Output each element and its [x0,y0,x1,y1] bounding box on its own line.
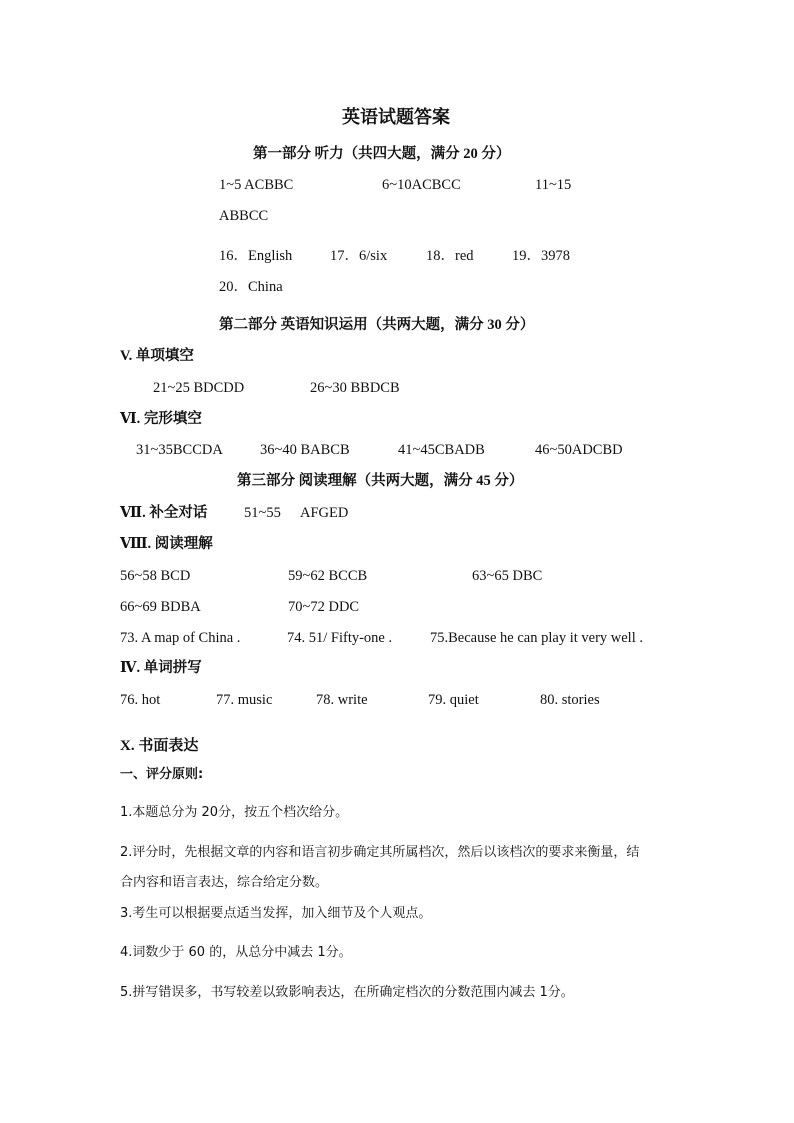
answer-17: 17．6/six [330,248,388,264]
answer-11-15-label: 11~15 [535,177,572,193]
scoring-rule-1: 1.本题总分为 20分，按五个档次给分。 [120,805,349,820]
answer-78: 78. write [316,692,368,708]
answer-70-72: 70~72 DDC [288,599,360,615]
writing-heading: X. 书面表达 [120,738,199,754]
answer-59-62: 59~62 BCCB [288,568,368,584]
answer-75: 75.Because he can play it very well . [430,630,643,646]
answer-18: 18．red [426,248,474,264]
section8-label: Ⅷ. 阅读理解 [120,536,213,552]
scoring-rule-2-line1: 2.评分时，先根据文章的内容和语言初步确定其所属档次，然后以该档次的要求来衡量，结 [120,845,640,860]
section5-label: V. 单项填空 [120,348,194,364]
scoring-rule-5: 5.拼写错误多，书写较差以致影响表达，在所确定档次的分数范围内减去 1分。 [120,985,574,1000]
answer-79: 79. quiet [428,692,479,708]
section7-label: Ⅶ. 补全对话 [120,505,208,521]
answer-31-35: 31~35BCCDA [136,442,223,458]
scoring-rule-2-line2: 合内容和语言表达，综合给定分数。 [120,875,329,890]
answer-77: 77. music [216,692,273,708]
answer-80: 80. stories [540,692,600,708]
answer-56-58: 56~58 BCD [120,568,191,584]
section9-label: Ⅳ. 单词拼写 [120,660,202,676]
answer-16: 16．English [219,248,293,264]
page-title: 英语试题答案 [342,107,450,127]
answer-1-5: 1~5 ACBBC [219,177,294,193]
answer-21-25: 21~25 BDCDD [153,380,245,396]
answer-36-40: 36~40 BABCB [260,442,350,458]
answer-51-55-label: 51~55 [244,505,281,521]
part1-heading: 第一部分 听力（共四大题，满分 20 分） [253,146,511,162]
answer-6-10: 6~10ACBCC [382,177,461,193]
part2-heading: 第二部分 英语知识运用（共两大题，满分 30 分） [219,317,535,333]
answer-73: 73. A map of China . [120,630,241,646]
answer-11-15-value: ABBCC [219,208,269,224]
answer-46-50: 46~50ADCBD [535,442,623,458]
answer-26-30: 26~30 BBDCB [310,380,400,396]
answer-51-55-value: AFGED [300,505,349,521]
answer-20: 20．China [219,279,283,295]
scoring-rule-3: 3.考生可以根据要点适当发挥，加入细节及个人观点。 [120,906,432,921]
answer-76: 76. hot [120,692,161,708]
answer-41-45: 41~45CBADB [398,442,485,458]
answer-74: 74. 51/ Fifty-one . [287,630,393,646]
answer-63-65: 63~65 DBC [472,568,543,584]
answer-66-69: 66~69 BDBA [120,599,201,615]
scoring-rule-4: 4.词数少于 60 的，从总分中减去 1分。 [120,945,352,960]
part3-heading: 第三部分 阅读理解（共两大题，满分 45 分） [237,473,524,489]
scoring-principles-heading: 一、评分原则: [120,767,204,782]
section6-label: Ⅵ. 完形填空 [120,411,202,427]
answer-19: 19．3978 [512,248,570,264]
